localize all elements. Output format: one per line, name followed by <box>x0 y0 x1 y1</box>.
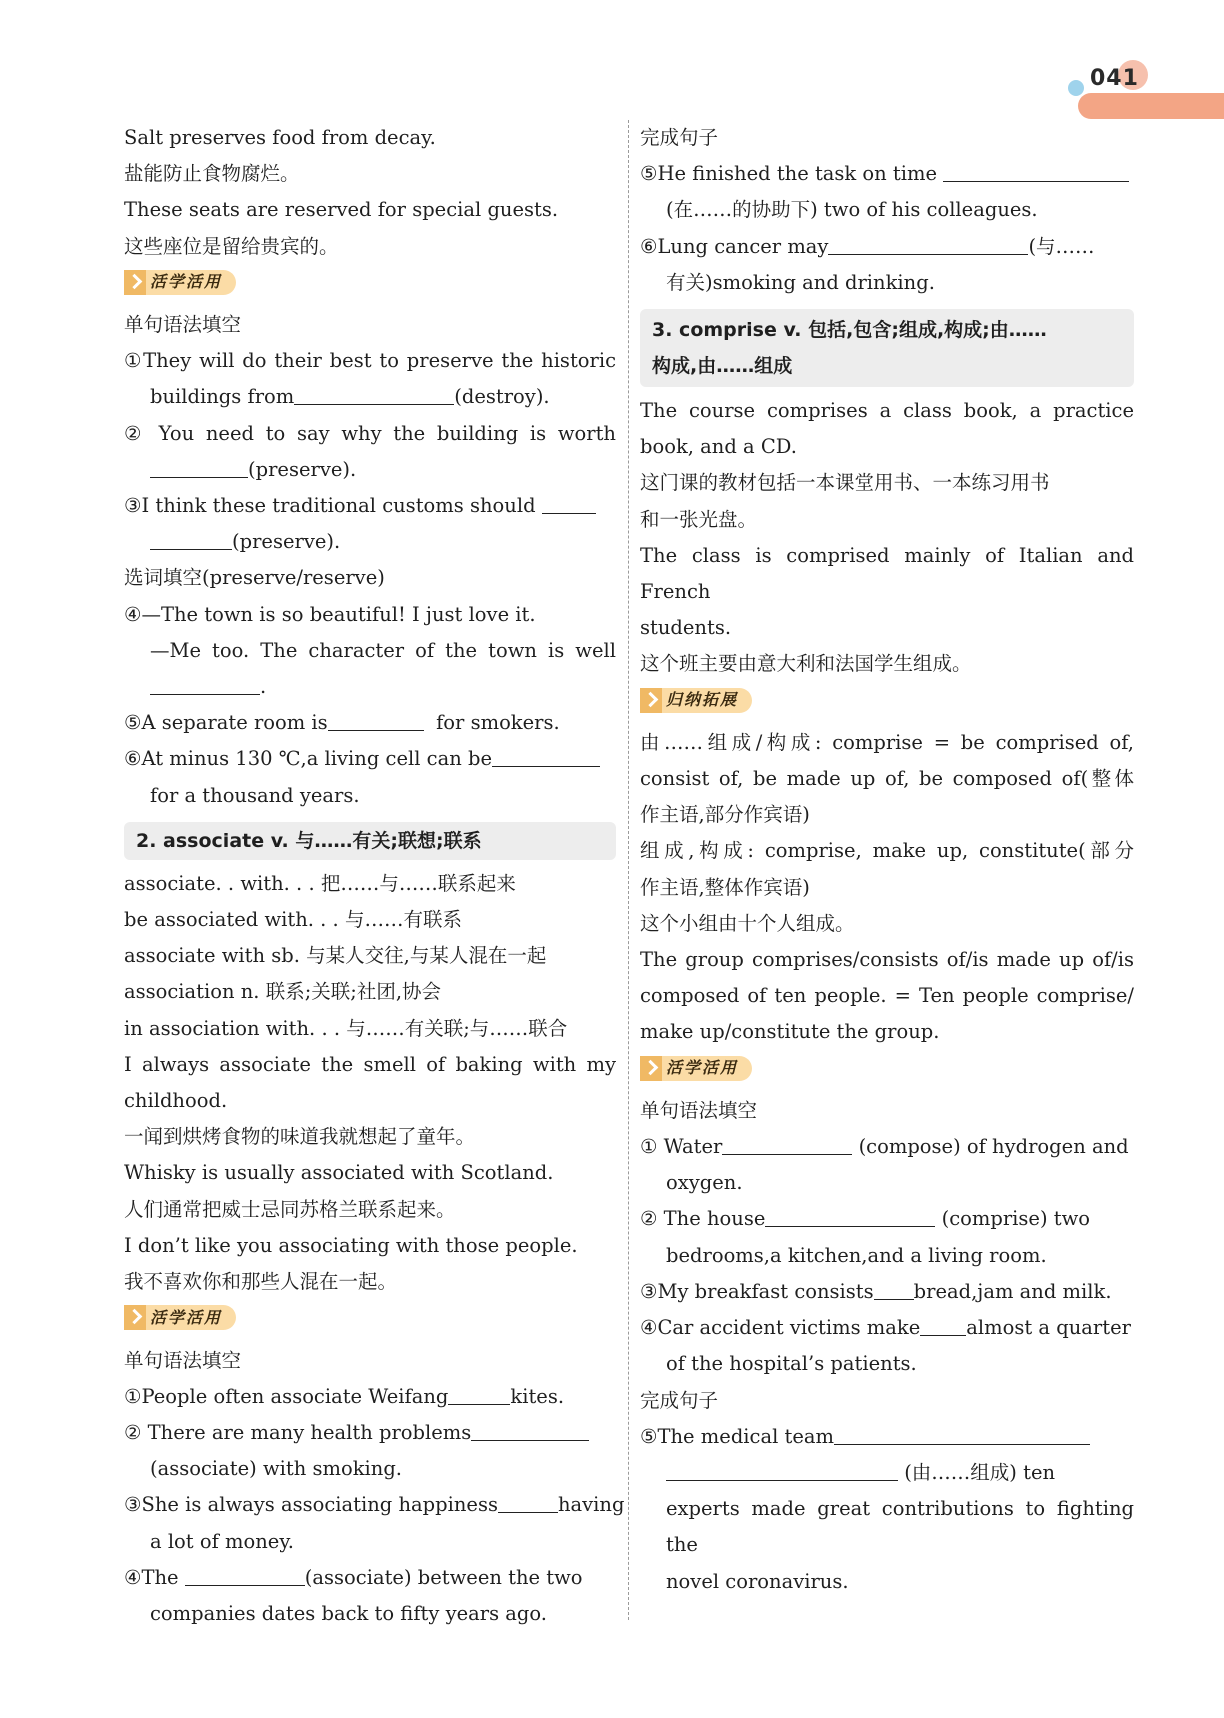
question-1-cont: buildings from (destroy). <box>124 379 616 415</box>
phrase: associate. . with. . . 把……与……联系起来 <box>124 871 516 895</box>
example-en: Salt preserves food from decay. <box>124 126 436 149</box>
chevron-right-icon <box>124 270 146 295</box>
chevron-right-icon <box>640 688 662 713</box>
summary-badge: 归纳拓展 <box>640 688 752 713</box>
column-divider <box>628 120 629 1620</box>
question-5-cont: (在……的协助下) two of his colleagues. <box>666 198 1038 222</box>
phrase: association n. 联系;关联;社团,协会 <box>124 980 442 1004</box>
question-5-cont: novel coronavirus. <box>666 1569 849 1593</box>
phrase: in association with. . . 与……有关联;与……联合 <box>124 1016 568 1040</box>
question-4-reply: —Me too. The character of the town is well <box>150 638 616 662</box>
question-5: ⑤He finished the task on time <box>640 156 1134 192</box>
example-zh: 这门课的教材包括一本课堂用书、一本练习用书 <box>640 471 1050 495</box>
answer-blank[interactable] <box>328 708 424 731</box>
practice-badge: 活学活用 <box>124 270 236 295</box>
question-2: ② There are many health problems <box>124 1415 616 1451</box>
exercise-heading: 单句语法填空 <box>124 313 242 337</box>
answer-blank[interactable] <box>920 1313 966 1336</box>
practice-badge: 活学活用 <box>640 1056 752 1081</box>
answer-blank[interactable] <box>943 159 1129 182</box>
question-2: ② The house (comprise) two <box>640 1201 1134 1237</box>
phrase: associate with sb. 与某人交往,与某人混在一起 <box>124 944 547 968</box>
question-5: ⑤The medical team <box>640 1419 1134 1455</box>
example-en: I don’t like you associating with those people. <box>124 1233 578 1257</box>
section-heading: 2. associate v. 与……有关;联想;联系 <box>124 822 616 860</box>
answer-blank[interactable] <box>471 1418 589 1441</box>
example-en: Whisky is usually associated with Scotland. <box>124 1161 554 1185</box>
example-zh: 我不喜欢你和那些人混在一起。 <box>124 1270 398 1294</box>
answer-blank[interactable] <box>150 672 260 695</box>
practice-badge: 活学活用 <box>124 1305 236 1330</box>
answer-blank[interactable] <box>828 232 1028 255</box>
summary-text: 作主语,整体作宾语) <box>640 875 810 899</box>
answer-blank[interactable] <box>150 455 248 478</box>
example-zh: 人们通常把威士忌同苏格兰联系起来。 <box>124 1197 456 1221</box>
question-3: ③I think these traditional customs should <box>124 488 616 524</box>
example-zh: 这个班主要由意大利和法国学生组成。 <box>640 652 972 676</box>
summary-text: 组成,构成: comprise, make up, constitute(部分 <box>640 839 1134 863</box>
answer-blank[interactable] <box>834 1422 1090 1445</box>
example-zh: 这个小组由十个人组成。 <box>640 911 855 935</box>
section-heading: 3. comprise v. 包括,包含;组成,构成;由…… 构成,由……组成 <box>640 309 1134 387</box>
example-en: The group comprises/consists of/is made up of/is <box>640 948 1134 972</box>
example-zh: 盐能防止食物腐烂。 <box>124 162 300 186</box>
exercise-heading: 完成句子 <box>640 126 719 149</box>
question-6: ⑥Lung cancer may (与…… <box>640 229 1134 265</box>
example-zh: 和一张光盘。 <box>640 507 758 531</box>
question-4: ④Car accident victims make almost a quarter <box>640 1310 1134 1346</box>
question-6-cont: 有关)smoking and drinking. <box>666 270 935 294</box>
example-en: students. <box>640 616 732 640</box>
question-4-cont: of the hospital’s patients. <box>666 1352 917 1376</box>
example-en: make up/constitute the group. <box>640 1020 940 1044</box>
exercise-heading: 单句语法填空 <box>640 1098 758 1122</box>
example-en: book, and a CD. <box>640 435 797 459</box>
question-1: ①People often associate Weifang kites. <box>124 1379 616 1415</box>
phrase: be associated with. . . 与……有联系 <box>124 908 462 932</box>
question-4: ④The (associate) between the two <box>124 1560 616 1596</box>
example-zh: 这些座位是留给贵宾的。 <box>124 234 339 258</box>
exercise-heading: 单句语法填空 <box>124 1348 242 1372</box>
summary-text: 作主语,部分作宾语) <box>640 803 810 827</box>
example-zh: 一闻到烘烤食物的味道我就想起了童年。 <box>124 1125 476 1149</box>
example-en: childhood. <box>124 1089 228 1113</box>
page-number: 041 <box>1090 66 1139 91</box>
question-2-cont: (associate) with smoking. <box>150 1457 403 1481</box>
question-3: ③My breakfast consists bread,jam and milk. <box>640 1274 1134 1310</box>
example-en: The course comprises a class book, a practice <box>640 399 1134 423</box>
answer-blank[interactable] <box>150 527 232 550</box>
question-4-cont: companies dates back to fifty years ago. <box>150 1601 547 1625</box>
question-2: ② You need to say why the building is worth <box>124 421 616 445</box>
question-5-cont: experts made great contributions to fighting the <box>666 1497 1134 1557</box>
chevron-right-icon <box>124 1305 146 1330</box>
question-6-cont: for a thousand years. <box>150 783 360 807</box>
example-en: The class is comprised mainly of Italian and French <box>640 543 1134 604</box>
right-column <box>640 120 1134 1600</box>
question-4-cont: . <box>124 669 616 705</box>
page-number-bar <box>1078 93 1224 119</box>
question-1: ① Water (compose) of hydrogen and <box>640 1129 1134 1165</box>
example-en: I always associate the smell of baking with my <box>124 1052 616 1076</box>
question-1: ①They will do their best to preserve the historic <box>124 349 616 373</box>
summary-text: 由……组成/构成: comprise = be comprised of, <box>640 730 1134 754</box>
question-6: ⑥At minus 130 ℃,a living cell can be <box>124 741 616 777</box>
question-3: ③She is always associating happiness having <box>124 1487 616 1523</box>
exercise-heading: 完成句子 <box>640 1388 719 1412</box>
question-3-cont: a lot of money. <box>150 1529 294 1553</box>
answer-blank[interactable] <box>722 1132 852 1155</box>
example-en: composed of ten people. = Ten people comprise/ <box>640 984 1134 1008</box>
answer-blank[interactable] <box>765 1204 935 1227</box>
question-5: ⑤A separate room is for smokers. <box>124 705 616 741</box>
answer-blank[interactable] <box>498 1490 558 1513</box>
exercise-heading: 选词填空(preserve/reserve) <box>124 566 385 590</box>
question-2-cont: (preserve). <box>124 452 616 488</box>
answer-blank[interactable] <box>666 1458 898 1481</box>
example-en: These seats are reserved for special guests. <box>124 198 559 222</box>
answer-blank[interactable] <box>492 744 600 767</box>
chevron-right-icon <box>640 1056 662 1081</box>
summary-text: consist of, be made up of, be composed of(整体 <box>640 767 1134 791</box>
question-5-cont: (由……组成) ten <box>640 1455 1134 1491</box>
answer-blank[interactable] <box>448 1382 510 1405</box>
answer-blank[interactable] <box>185 1563 305 1586</box>
answer-blank[interactable] <box>542 491 596 514</box>
page-number-badge <box>1068 60 1224 122</box>
question-3-cont: (preserve). <box>124 524 616 560</box>
question-1-cont: oxygen. <box>666 1171 743 1195</box>
question-2-cont: bedrooms,a kitchen,and a living room. <box>666 1243 1047 1267</box>
answer-blank[interactable] <box>294 382 454 405</box>
decor-dot <box>1068 80 1084 96</box>
answer-blank[interactable] <box>874 1277 914 1300</box>
question-4: ④—The town is so beautiful! I just love it. <box>124 602 536 626</box>
left-column <box>124 120 625 1632</box>
